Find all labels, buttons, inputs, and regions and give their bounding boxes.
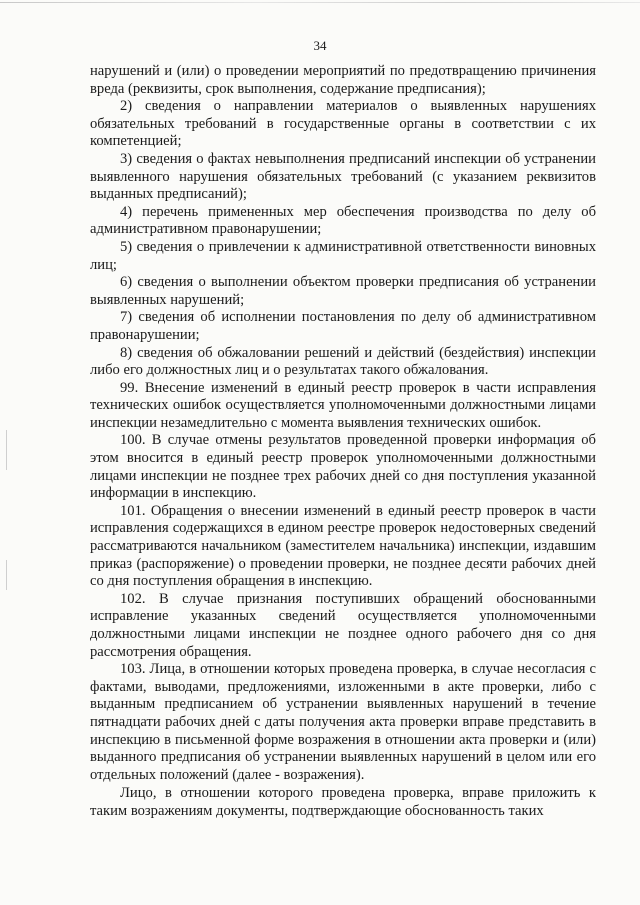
paragraph: 103. Лица, в отношении которых проведена проверка, в случае несогласия с фактами, выводами, предложениями, изложенными в акте проверки, либо с выданным предписанием об устранении выявленных нарушений в течение пятнадцати рабочих дней с даты получения акта проверки вправе представить в инспекцию в письменной форме возражения в отношении акта проверки и (или) выданного предписания об устранении выявленных нарушений в целом или его отдельных положений (далее - возражения).	[90, 661, 596, 783]
paragraph: 8) сведения об обжаловании решений и действий (бездействия) инспекции либо его должностных лиц и о результатах такого обжалования.	[90, 344, 596, 379]
paragraph: 101. Обращения о внесении изменений в единый реестр проверок в части исправления содержащихся в едином реестре проверок недостоверных сведений рассматриваются начальником (заместителем начальника) инспекции, издавшим приказ (распоряжение) о проведении проверки, не позднее десяти рабочих дней со дня поступления обращения в инспекцию.	[90, 502, 596, 590]
paragraph: 6) сведения о выполнении объектом проверки предписания об устранении выявленных нарушений;	[90, 274, 596, 308]
paragraph: 7) сведения об исполнении постановления по делу об административном правонарушении;	[90, 309, 596, 343]
paragraph: Лицо, в отношении которого проведена проверка, вправе приложить к таким возражениям документы, подтверждающие обоснованность таких	[90, 785, 596, 819]
paragraph: 4) перечень примененных мер обеспечения производства по делу об административном правонарушении;	[90, 203, 596, 238]
paragraph: нарушений и (или) о проведении мероприятий по предотвращению причинения вреда (реквизиты, срок выполнения, содержание предписания);	[90, 63, 596, 97]
paragraph: 2) сведения о направлении материалов о выявленных нарушениях обязательных требований в государственные органы в соответствии с их компетенцией;	[90, 98, 596, 150]
paragraph: 99. Внесение изменений в единый реестр проверок в части исправления технических ошибок осуществляется уполномоченными должностными лицами инспекции незамедлительно с момента выявления технических ошибок.	[90, 379, 596, 431]
paragraph: 3) сведения о фактах невыполнения предписаний инспекции об устранении выявленного нарушения обязательных требований (с указанием реквизитов выданных предписаний);	[90, 150, 596, 203]
scan-edge-mark	[6, 430, 7, 470]
paragraph: 5) сведения о привлечении к административной ответственности виновных лиц;	[90, 238, 596, 273]
document-body	[90, 63, 596, 821]
page-number: 34	[313, 38, 327, 53]
paragraph: 100. В случае отмены результатов проведенной проверки информация об этом вносится в единый реестр проверок уполномоченными должностными лицами инспекции не позднее трех рабочих дней со дня поступления указанной информации в инспекцию.	[90, 432, 596, 502]
scan-edge-mark	[6, 560, 7, 590]
scan-edge-line	[0, 2, 640, 3]
paragraph: 102. В случае признания поступивших обращений обоснованными исправление указанных сведений осуществляется уполномоченными должностными лицами инспекции не позднее одного рабочего дня со дня рассмотрения обращения.	[90, 590, 596, 660]
